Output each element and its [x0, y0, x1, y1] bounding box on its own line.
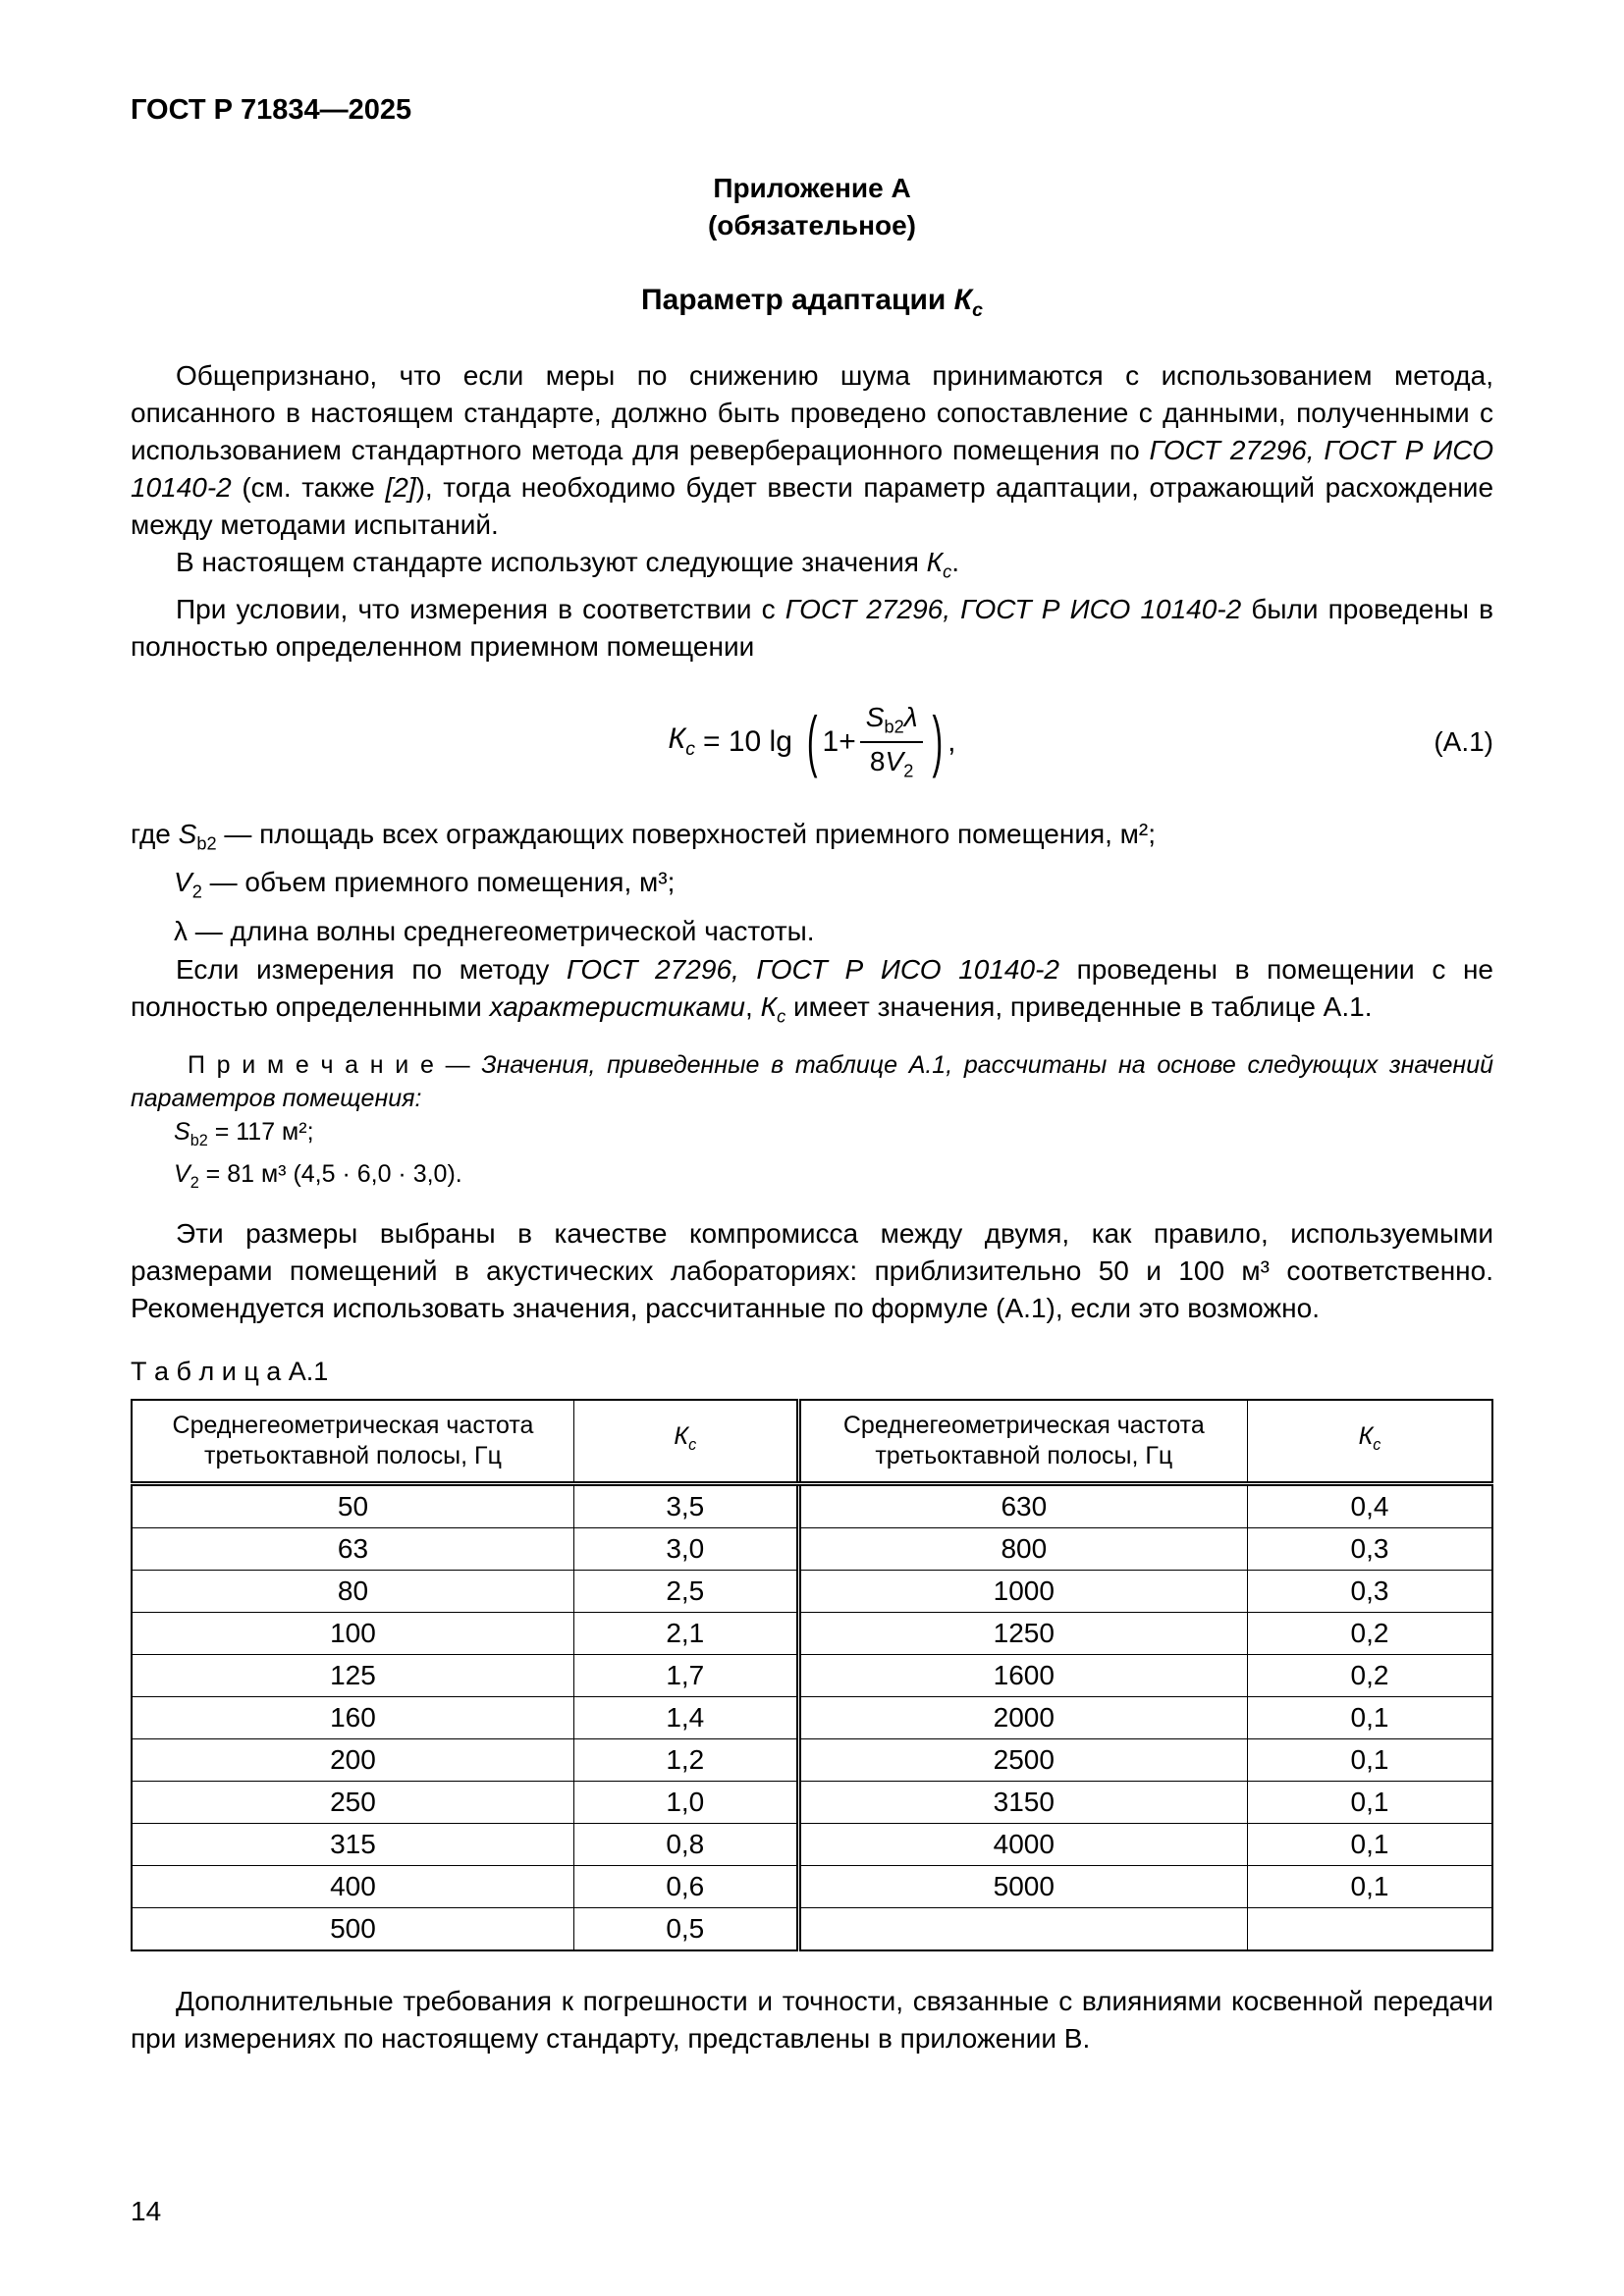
s-symbol: S: [178, 818, 197, 849]
table-body: [132, 1484, 1492, 1951]
table-cell: 0,8: [573, 1824, 798, 1866]
text-segment: ,: [745, 990, 761, 1022]
text-segment: 2: [903, 761, 914, 781]
table-cell: 800: [798, 1528, 1247, 1571]
text-segment-italic: Значения, приведенные в таблице А.1, рассчитаны на основе следующих значений параметров помещения:: [131, 1051, 1493, 1113]
formula-block: [131, 695, 1493, 789]
table-cell: 0,1: [1248, 1824, 1493, 1866]
adaptation-formula: [669, 702, 956, 781]
where-line-s: [131, 815, 1493, 864]
note-param-s: [131, 1115, 1493, 1157]
table-cell: 0,2: [1248, 1655, 1493, 1697]
text-segment: ), тогда необходимо будет ввести параметр адаптации, отражающий расхождение между методами испытаний.: [131, 472, 1494, 540]
document-header: ГОСТ Р 71834—2025: [131, 94, 412, 126]
appendix-title-block: [131, 170, 1493, 244]
text-segment-italic: характеристиками: [489, 990, 745, 1022]
text-segment: 2: [191, 881, 202, 902]
text-segment: проведены в помещении с не полностью определенными: [131, 953, 1494, 1022]
text-segment: (см. также: [231, 472, 386, 503]
right-paren: ): [932, 702, 944, 779]
table-row: [132, 1613, 1492, 1655]
left-paren: (: [806, 702, 818, 779]
table-cell: 63: [132, 1528, 573, 1571]
appendix-title: Приложение А: [713, 173, 911, 203]
note-text: [131, 1048, 1493, 1115]
section-heading: [131, 284, 1493, 322]
text-segment: имеет значения, приведенные в таблице А.1.: [785, 990, 1373, 1022]
table-row: [132, 1655, 1492, 1697]
table-cell: 5000: [798, 1866, 1247, 1908]
table-cell: 250: [132, 1782, 573, 1824]
kc-symbol: К: [668, 722, 686, 756]
table-cell: 3150: [798, 1782, 1247, 1824]
table-cell: 0,1: [1248, 1866, 1493, 1908]
table-cell: 2,1: [573, 1613, 798, 1655]
table-row: [132, 1697, 1492, 1739]
table-cell: 2,5: [573, 1571, 798, 1613]
kc-symbol: К: [1358, 1422, 1374, 1451]
table-cell: 0,1: [1248, 1739, 1493, 1782]
text-segment: Общепризнано, что если меры по снижению шума принимаются с использованием метода, описанного в настоящем стандарте, должно быть проведено сопоставление с данными, полученными с использованием стандартного метода для реверберационного помещения по: [131, 360, 1493, 465]
text-segment: V: [885, 745, 904, 776]
table-cell: [1248, 1908, 1493, 1951]
text-segment: S: [865, 702, 885, 732]
kc-symbol: К: [926, 547, 944, 577]
table-cell: 2500: [798, 1739, 1247, 1782]
text-segment: b2: [189, 1132, 208, 1150]
table-row: [132, 1908, 1492, 1951]
table-cell: 80: [132, 1571, 573, 1613]
text-segment-italic: ГОСТ 27296, ГОСТ Р ИСО 10140-2: [131, 435, 1493, 503]
table-row: [132, 1528, 1492, 1571]
table-row: [132, 1484, 1492, 1528]
table-cell: 1000: [798, 1571, 1247, 1613]
lambda-symbol: λ: [903, 702, 918, 732]
text-segment: Если измерения по методу: [176, 953, 568, 985]
table-cell: 4000: [798, 1824, 1247, 1866]
table-cell: 1,4: [573, 1697, 798, 1739]
table-row: [132, 1866, 1492, 1908]
note-label: П р и м е ч а н и е —: [188, 1051, 482, 1080]
appendix-subtitle: (обязательное): [707, 210, 916, 240]
kc-subscript: с: [685, 738, 695, 761]
table-cell: 50: [132, 1484, 573, 1528]
text-segment-italic: [2]: [385, 472, 416, 503]
table-header-freq-left: Среднегеометрическая частота третьоктавной полосы, Гц: [132, 1400, 573, 1484]
text-segment: .: [951, 547, 960, 577]
formula-operator: = 10 lg: [702, 724, 792, 758]
kc-symbol: К: [953, 284, 973, 316]
where-line-v: [131, 863, 1493, 912]
paragraph-4: [131, 951, 1493, 1036]
kc-subscript: с: [972, 299, 983, 321]
table-cell: 1,0: [573, 1782, 798, 1824]
text-segment-italic: ГОСТ 27296, ГОСТ Р ИСО 10140-2: [785, 593, 1242, 624]
text-segment: = 81 м³ (4,5 · 6,0 · 3,0).: [198, 1160, 462, 1189]
text-segment: = 117 м²;: [207, 1118, 314, 1147]
table-cell: 0,2: [1248, 1613, 1493, 1655]
table-row: [132, 1571, 1492, 1613]
table-cell: 3,5: [573, 1484, 798, 1528]
table-cell: 1250: [798, 1613, 1247, 1655]
table-row: [132, 1739, 1492, 1782]
s-symbol: S: [174, 1118, 190, 1147]
kc-symbol: К: [674, 1422, 689, 1451]
formula-lhs: [669, 722, 695, 761]
table-row: [132, 1782, 1492, 1824]
table-cell: 100: [132, 1613, 573, 1655]
table-cell: 1600: [798, 1655, 1247, 1697]
table-cell: 200: [132, 1739, 573, 1782]
table-cell: 2000: [798, 1697, 1247, 1739]
note-param-v: [131, 1157, 1493, 1200]
kc-symbol: К: [760, 990, 778, 1022]
table-cell: 0,6: [573, 1866, 798, 1908]
closing-paragraph: Дополнительные требования к погрешности и точности, связанные с влияниями косвенной передачи при измерениях по настоящему стандарту, представлены в приложении В.: [131, 1986, 1493, 2055]
paragraph-1: [131, 357, 1493, 544]
text-segment: — объем приемного помещения, м³;: [201, 867, 676, 898]
table-cell: 500: [132, 1908, 573, 1951]
text-segment: b2: [196, 833, 217, 854]
v-symbol: V: [174, 867, 192, 898]
table-cell: 400: [132, 1866, 573, 1908]
formula-term: 1+: [822, 724, 856, 758]
table-cell: 1,2: [573, 1739, 798, 1782]
note-block: [131, 1048, 1493, 1200]
text-segment: При условии, что измерения в соответствии с: [176, 593, 785, 624]
text-segment: — площадь всех ограждающих поверхностей приемного помещения, м²;: [216, 818, 1157, 849]
kc-table: [131, 1399, 1493, 1951]
table-cell: 630: [798, 1484, 1247, 1528]
text-segment: 2: [189, 1174, 199, 1193]
table-cell: 0,4: [1248, 1484, 1493, 1528]
text-segment: где: [131, 818, 179, 849]
table-cell: 0,1: [1248, 1697, 1493, 1739]
table-cell: 0,5: [573, 1908, 798, 1951]
paragraph-5: Эти размеры выбраны в качестве компромисса между двумя, как правило, используемыми размерами помещений в акустических лабораториях: приблизительно 50 и 100 м³ соответственно. Рекомендуется использовать значения, рассчитанные по формуле (А.1), если это возможно.: [131, 1218, 1493, 1324]
table-row: [132, 1824, 1492, 1866]
where-line-lambda: λ — длина волны среднегеометрической частоты.: [174, 915, 815, 946]
table-header-row: [132, 1400, 1492, 1484]
page-number: 14: [131, 2196, 162, 2226]
table-cell: 160: [132, 1697, 573, 1739]
kc-subscript: с: [943, 561, 952, 582]
table-header-freq-right: Среднегеометрическая частота третьоктавной полосы, Гц: [798, 1400, 1247, 1484]
kc-subscript: с: [688, 1436, 697, 1455]
table-cell: 0,1: [1248, 1782, 1493, 1824]
table-cell: 1,7: [573, 1655, 798, 1697]
text-segment: 8: [869, 745, 886, 776]
fraction-denominator: [860, 743, 924, 782]
table-header-kc-right: [1248, 1400, 1493, 1484]
table-cell: 0,3: [1248, 1528, 1493, 1571]
table-cell: 315: [132, 1824, 573, 1866]
kc-subscript: с: [777, 1006, 786, 1027]
text-segment: были проведены в полностью определенном приемном помещении: [131, 593, 1493, 662]
where-list: [131, 815, 1493, 951]
table-cell: 0,3: [1248, 1571, 1493, 1613]
v-symbol: V: [174, 1160, 190, 1189]
table-label: Т а б л и ц а А.1: [131, 1357, 329, 1387]
fraction: [860, 702, 924, 781]
table-cell: [798, 1908, 1247, 1951]
text-segment-italic: ГОСТ 27296, ГОСТ Р ИСО 10140-2: [567, 953, 1059, 985]
paragraph-3: [131, 591, 1493, 666]
text-segment: b2: [884, 717, 904, 737]
text-segment: Параметр адаптации: [641, 284, 954, 316]
formula-comma: ,: [947, 724, 956, 758]
fraction-numerator: [860, 702, 924, 743]
text-segment: В настоящем стандарте используют следующие значения: [176, 547, 927, 577]
table-cell: 125: [132, 1655, 573, 1697]
table-cell: 3,0: [573, 1528, 798, 1571]
table-header-kc-left: [573, 1400, 798, 1484]
paragraph-2: [131, 544, 1493, 591]
kc-subscript: с: [1373, 1436, 1381, 1455]
equation-number: (А.1): [1434, 725, 1493, 757]
